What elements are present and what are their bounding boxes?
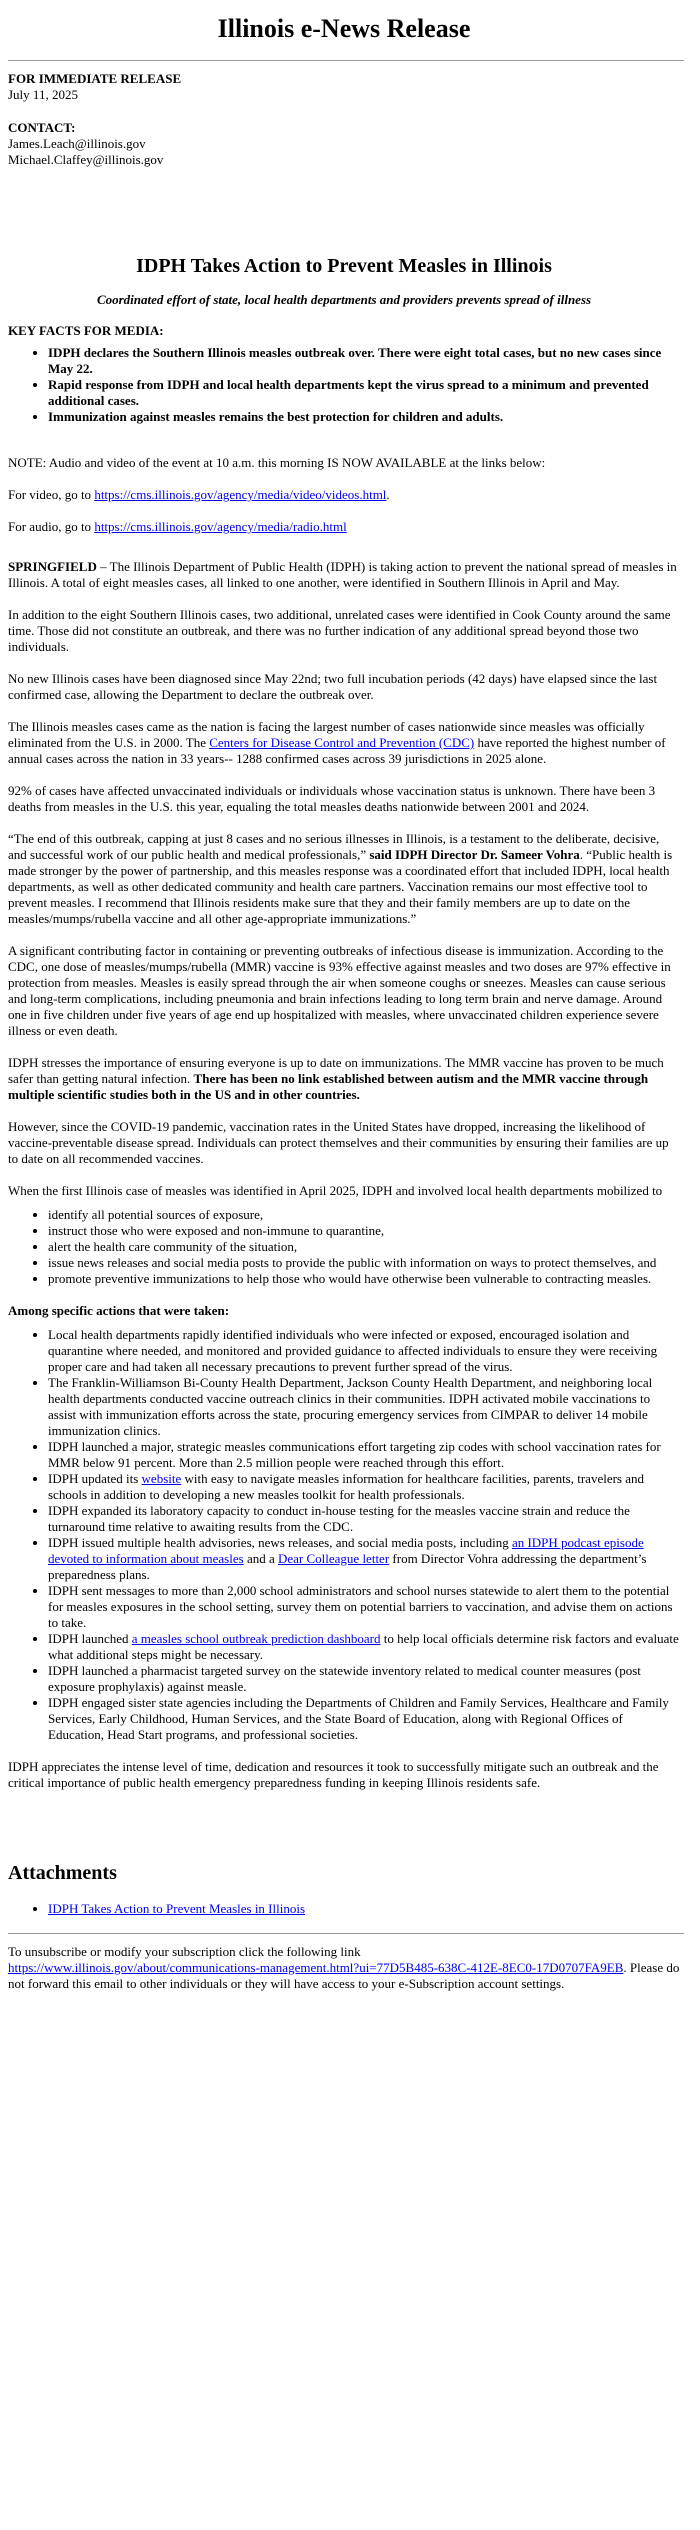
subscription-link[interactable]: https://www.illinois.gov/about/communications-management.html?ui=77D5B485-638C-412E-8EC0-17D0707FA9EB	[8, 1960, 624, 1975]
body-paragraph: A significant contributing factor in containing or preventing outbreaks of infectious disease is immunization. According to the CDC, one dose of measles/mumps/rubella (MMR) vaccine is 93% effective against measles and two doses are 97% effective in protection from measles. Measles is easily spread through the air when someone coughs or sneezes. Measles can cause serious and long-term complications, including pneumonia and brain infections leading to long term brain and nerve damage. Around one in five children under five years of age end up hospitalized with measles, where unvaccinated children experience severe illness or even death.	[8, 943, 671, 1038]
email-body	[0, 14, 680, 1992]
masthead-divider	[8, 60, 684, 61]
video-link[interactable]: https://cms.illinois.gov/agency/media/video/videos.html	[94, 487, 387, 502]
key-facts-label: KEY FACTS FOR MEDIA:	[8, 323, 164, 338]
paragraph-text: have reported the highest number of annual cases across the nation in 33 years-- 1288 confirmed cases across 39 jurisdictions in 2025 alone.	[8, 735, 666, 766]
list-item: • Rapid response from IDPH and local health departments kept the virus spread to a minimum and prevented additional cases.	[48, 377, 680, 409]
video-line	[8, 487, 680, 503]
cdc-link[interactable]: Centers for Disease Control and Prevention (CDC)	[209, 735, 475, 750]
item-text: and a	[243, 1551, 278, 1566]
list-item: • alert the health care community of the situation,	[48, 1239, 680, 1255]
attachments-list	[8, 1901, 680, 1917]
list-item: • The Franklin-Williamson Bi-County Health Department, Jackson County Health Department, and neighboring local health departments conducted vaccine outreach clinics in their communities. IDPH activated mobile vaccinations to assist with immunization efforts across the state, procuring emergency services from CIMPAR to deliver 14 mobile immunization clinics.	[48, 1375, 680, 1439]
page-title: IDPH Takes Action to Prevent Measles in Illinois	[136, 255, 552, 277]
dear-colleague-link[interactable]: Dear Colleague letter	[277, 1551, 390, 1566]
release-info	[8, 71, 680, 103]
item-text: IDPH updated its	[48, 1471, 142, 1486]
unsubscribe-text: To unsubscribe or modify your subscription click the following link	[8, 1944, 361, 1959]
item-text: IDPH launched	[48, 1631, 132, 1646]
list-item: • IDPH expanded its laboratory capacity to conduct in-house testing for the measles vaccine strain and reduce the turnaround time relative to awaiting results from the CDC.	[48, 1503, 680, 1535]
contact-info	[8, 120, 680, 168]
period: .	[386, 487, 390, 502]
body-paragraph: 92% of cases have affected unvaccinated individuals or individuals whose vaccination status is unknown. There have been 3 deaths from measles in the U.S. this year, equaling the total measles deaths nationwide between 2001 and 2024.	[8, 783, 656, 814]
list-item: • IDPH launched a pharmacist targeted survey on the statewide inventory related to medical counter measures (post exposure prophylaxis) against measle.	[48, 1663, 680, 1695]
list-item	[48, 1631, 680, 1663]
item-text: with easy to navigate measles information for healthcare facilities, parents, travelers and schools in addition to developing a new measles toolkit for health professionals.	[48, 1471, 645, 1502]
actions-list	[8, 1327, 680, 1743]
item-text: IDPH issued multiple health advisories, news releases, and social media posts, including	[48, 1535, 512, 1550]
list-item: • IDPH launched a major, strategic measles communications effort targeting zip codes with school vaccination rates for MMR below 91 percent. More than 2.5 million people were reached through this effort.	[48, 1439, 680, 1471]
release-date: July 11, 2025	[8, 87, 78, 102]
paragraph-text: IDPH stresses the importance of ensuring everyone is up to date on immunizations. The MMR vaccine has proven to be much safer than getting natural infection.	[8, 1055, 664, 1086]
actions-label: Among specific actions that were taken:	[8, 1303, 230, 1318]
body-paragraph: However, since the COVID-19 pandemic, vaccination rates in the United States have dropped, increasing the likelihood of vaccine-preventable disease spread. Individuals can protect themselves and their communities by ensuring their families are up to date on all recommended vaccines.	[8, 1119, 669, 1166]
item-text: to help local officials determine risk factors and evaluate what additional steps might be necessary.	[48, 1631, 679, 1662]
media-note: NOTE: Audio and video of the event at 10 a.m. this morning IS NOW AVAILABLE at the links below:	[8, 455, 546, 470]
paragraph-text: “The end of this outbreak, capping at just 8 cases and no serious illnesses in Illinois, is a testament to the deliberate, decisive, and successful work of our public health and medical professionals,”	[8, 831, 660, 862]
key-facts-list	[8, 345, 680, 425]
list-item: • identify all potential sources of exposure,	[48, 1207, 680, 1223]
footer-divider	[8, 1933, 684, 1934]
list-item	[48, 1471, 680, 1503]
body-paragraph	[8, 559, 680, 591]
body-paragraph: No new Illinois cases have been diagnosed since May 22nd; two full incubation periods (42 days) have elapsed since the last confirmed case, allowing the Department to declare the outbreak over.	[8, 671, 658, 702]
page-subtitle: Coordinated effort of state, local health departments and providers prevents spread of illness	[96, 292, 592, 307]
body-paragraph: When the first Illinois case of measles was identified in April 2025, IDPH and involved local health departments mobilized to	[8, 1183, 663, 1198]
list-item: • Immunization against measles remains the best protection for children and adults.	[48, 409, 680, 425]
audio-link[interactable]: https://cms.illinois.gov/agency/media/radio.html	[94, 519, 347, 534]
list-item: • IDPH declares the Southern Illinois measles outbreak over. There were eight total cases, but no new cases since May 22.	[48, 345, 680, 377]
list-item: • issue news releases and social media posts to provide the public with information on ways to protect themselves, and	[48, 1255, 680, 1271]
podcast-link[interactable]: an IDPH podcast episode devoted to information about measles	[48, 1535, 644, 1566]
website-link[interactable]: website	[141, 1471, 182, 1486]
footer-text	[8, 1944, 680, 1992]
bold-statement: There has been no link established between autism and the MMR vaccine through multiple scientific studies both in the US and in other countries.	[8, 1071, 649, 1102]
attachments-heading: Attachments	[8, 1862, 117, 1884]
dateline: SPRINGFIELD	[8, 559, 97, 574]
video-prefix: For video, go to	[8, 487, 95, 502]
paragraph-text: The Illinois measles cases came as the nation is facing the largest number of cases nationwide since measles was officially eliminated from the U.S. in 2000. The	[8, 719, 645, 750]
footer-notice: . Please do not forward this email to other individuals or they will have access to your e-Subscription account settings.	[8, 1960, 680, 1991]
list-item: • instruct those who were exposed and non-immune to quarantine,	[48, 1223, 680, 1239]
list-item	[48, 1901, 680, 1917]
body-paragraph: In addition to the eight Southern Illinois cases, two additional, unrelated cases were identified in Cook County around the same time. Those did not constitute an outbreak, and there was no further indication of any additional spread beyond those two individuals.	[8, 607, 671, 654]
audio-line	[8, 519, 680, 535]
paragraph-text: . “Public health is made stronger by the power of partnership, and this measles response was a coordinated effort that included IDPH, local health departments, as well as other dedicated community and health care partners. Vaccination remains our most effective tool to prevent measles. I recommend that Illinois residents make sure that they and their family members are up to date on the measles/mumps/rubella vaccine and all other age-appropriate immunizations.”	[8, 847, 673, 926]
masthead-title: Illinois e-News Release	[217, 14, 471, 43]
list-item: • IDPH sent messages to more than 2,000 school administrators and school nurses statewide to alert them to the potential for measles exposures in the school setting, survey them on potential barriers to vaccination, and advise them on actions to take.	[48, 1583, 680, 1631]
release-label: FOR IMMEDIATE RELEASE	[8, 71, 182, 86]
list-item: • Local health departments rapidly identified individuals who were infected or exposed, encouraged isolation and quarantine where needed, and monitored and provided guidance to affected individuals to ensure they were receiving proper care and had taken all necessary precautions to prevent further spread of the virus.	[48, 1327, 680, 1375]
paragraph-text: – The Illinois Department of Public Health (IDPH) is taking action to prevent the national spread of measles in Illinois. A total of eight measles cases, all linked to one another, were identified in Southern Illinois in April and May.	[8, 559, 677, 590]
list-item: • promote preventive immunizations to help those who would have otherwise been vulnerable to contracting measles.	[48, 1271, 680, 1287]
mobilize-list	[8, 1207, 680, 1287]
contact-email: James.Leach@illinois.gov	[8, 136, 146, 151]
contact-email: Michael.Claffey@illinois.gov	[8, 152, 164, 167]
list-item: • IDPH engaged sister state agencies including the Departments of Children and Family Services, Healthcare and Family Services, Early Childhood, Human Services, and the State Board of Education, along with Regional Offices of Education, Head Start programs, and professional societies.	[48, 1695, 680, 1743]
contact-label: CONTACT:	[8, 120, 76, 135]
dashboard-link[interactable]: a measles school outbreak prediction dashboard	[131, 1631, 381, 1646]
quote-attribution: said IDPH Director Dr. Sameer Vohra	[369, 847, 580, 862]
audio-prefix: For audio, go to	[8, 519, 95, 534]
item-text: from Director Vohra addressing the department’s preparedness plans.	[48, 1551, 647, 1582]
attachment-link[interactable]: IDPH Takes Action to Prevent Measles in Illinois	[48, 1901, 306, 1916]
body-paragraph	[8, 831, 680, 927]
closing-paragraph: IDPH appreciates the intense level of time, dedication and resources it took to successfully mitigate such an outbreak and the critical importance of public health emergency preparedness funding in keeping Illinois residents safe.	[8, 1759, 659, 1790]
body-paragraph	[8, 1055, 680, 1103]
body-paragraph	[8, 719, 680, 767]
list-item	[48, 1535, 680, 1583]
